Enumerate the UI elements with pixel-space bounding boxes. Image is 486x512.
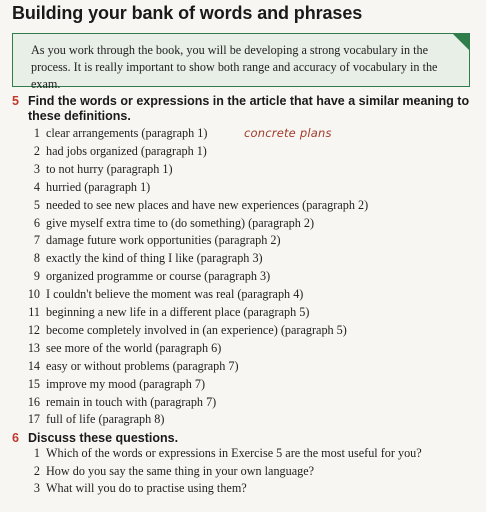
list-item-text: What will you do to practise using them?	[46, 481, 247, 495]
list-item-number: 9	[33, 269, 40, 284]
list-item-text: become completely involved in (an experience) (paragraph 5)	[46, 322, 347, 337]
exercise-5-number: 5	[12, 94, 19, 108]
info-box-line-1: As you work through the book, you will be developing a strong vocabulary in the	[31, 43, 429, 57]
list-item-number: 12	[27, 322, 40, 337]
list-item-number: 3	[33, 481, 40, 495]
list-item-text: give myself extra time to (do something) (paragraph 2)	[46, 215, 315, 230]
list-item-number: 17	[27, 412, 40, 427]
list-item-number: 8	[33, 251, 40, 266]
list-item-text: had jobs organized (paragraph 1)	[46, 143, 207, 158]
list-item-text: hurried (paragraph 1)	[46, 179, 151, 194]
exercise-5-instruction-line-1: Find the words or expressions in the article that have a similar meaning to	[28, 94, 470, 108]
list-item-number: 13	[27, 340, 40, 355]
exercise-5-instruction	[28, 94, 469, 124]
list-item-text: damage future work opportunities (paragraph 2)	[46, 233, 281, 248]
list-item-number: 5	[33, 197, 40, 212]
list-item-text: see more of the world (paragraph 6)	[46, 340, 222, 355]
list-item-number: 11	[28, 305, 40, 319]
list-item-text: organized programme or course (paragraph 3)	[46, 269, 271, 284]
list-item-text: easy or without problems (paragraph 7)	[46, 358, 239, 373]
list-item-text: Which of the words or expressions in Exercise 5 are the most useful for you?	[46, 446, 422, 460]
exercise-5-instruction-line-2: these definitions.	[28, 109, 131, 123]
list-item-text: beginning a new life in a different place (paragraph 5)	[46, 305, 310, 319]
list-item-number: 1	[33, 446, 40, 460]
info-box-line-2: process. It is really important to show both range and accuracy of vocabulary in the exam.	[31, 60, 438, 91]
list-item-number: 4	[33, 179, 40, 194]
info-box	[12, 33, 470, 91]
list-item-number: 14	[27, 358, 40, 373]
list-item-text: improve my mood (paragraph 7)	[46, 376, 206, 391]
list-item-number: 1	[33, 126, 40, 140]
list-item-text: full of life (paragraph 8)	[46, 412, 165, 427]
list-item-text: clear arrangements (paragraph 1)	[46, 126, 208, 140]
info-box-text	[31, 42, 461, 93]
list-item-text: How do you say the same thing in your own language?	[46, 463, 315, 478]
list-item-number: 2	[33, 143, 40, 158]
list-item-text: exactly the kind of thing I like (paragraph 3)	[46, 251, 263, 266]
list-item-text: remain in touch with (paragraph 7)	[46, 394, 217, 409]
list-item-text: to not hurry (paragraph 1)	[46, 161, 173, 176]
list-item-number: 15	[27, 376, 40, 391]
list-item-number: 10	[27, 287, 40, 302]
list-item-text: needed to see new places and have new experiences (paragraph 2)	[46, 197, 369, 212]
list-item-number: 2	[33, 463, 40, 478]
list-item-text: I couldn't believe the moment was real (paragraph 4)	[46, 287, 304, 302]
list-item-number: 3	[33, 161, 40, 176]
list-item-number: 6	[33, 215, 40, 230]
list-item-number: 16	[27, 394, 40, 409]
exercise-6-number: 6	[12, 431, 19, 445]
page-title: Building your bank of words and phrases	[12, 3, 363, 23]
handwritten-note: concrete plans	[244, 126, 332, 140]
list-item-number: 7	[33, 233, 40, 248]
exercise-6-instruction: Discuss these questions.	[28, 431, 179, 445]
